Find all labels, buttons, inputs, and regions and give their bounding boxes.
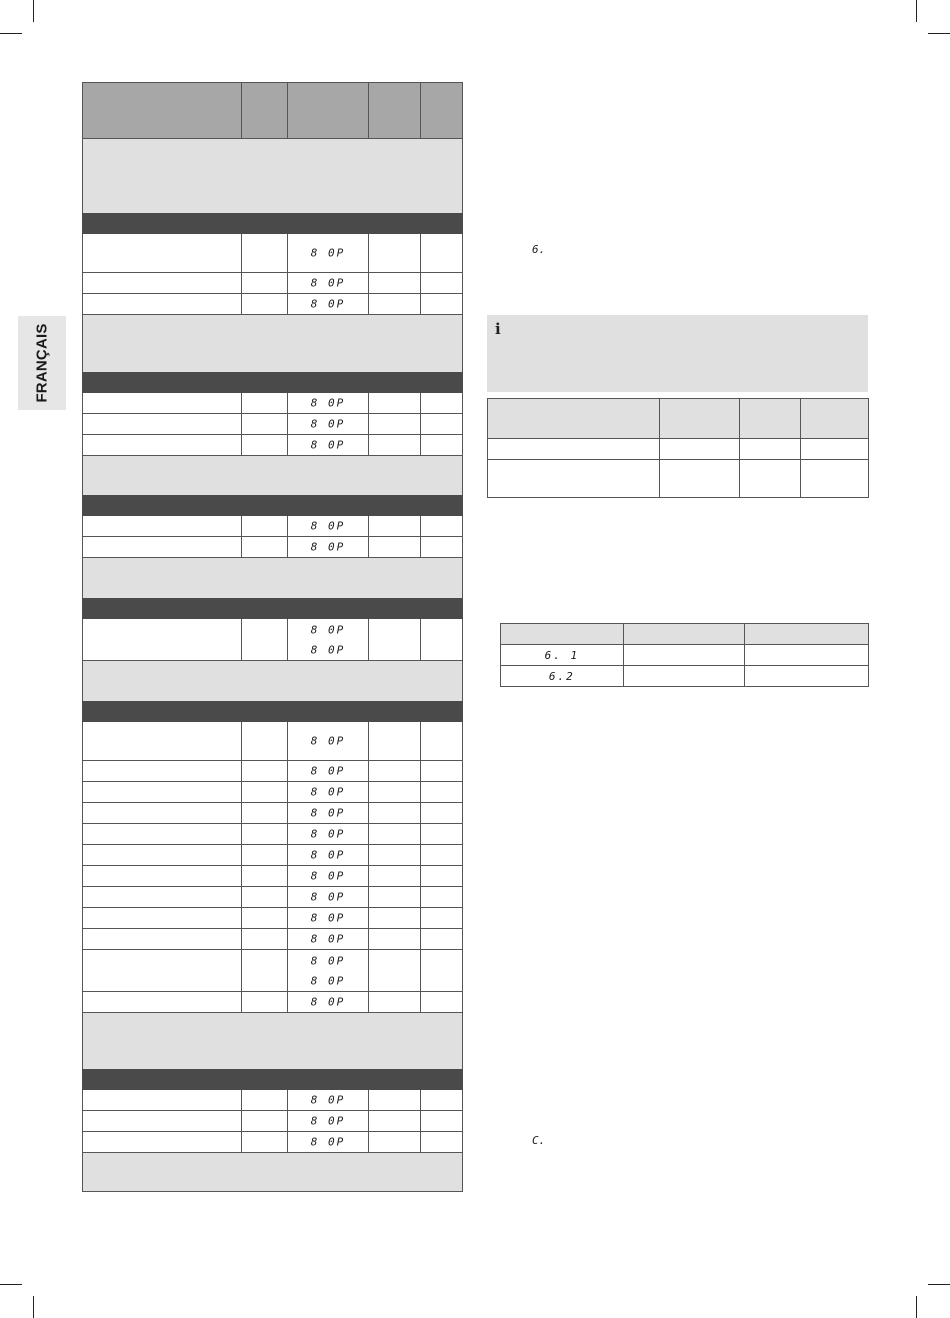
column-divider <box>420 1090 421 1110</box>
display-code-cell <box>288 1111 368 1131</box>
table-row <box>82 887 463 908</box>
column-divider <box>420 722 421 760</box>
display-code: 8 0P <box>310 540 346 554</box>
column-divider <box>368 992 369 1012</box>
table-row <box>82 782 463 803</box>
column-divider <box>368 1090 369 1110</box>
column-divider <box>368 435 369 455</box>
display-code-cell <box>288 537 368 557</box>
code-table <box>500 623 869 687</box>
display-code: 8 0P <box>310 995 346 1009</box>
display-code: 8 0P <box>310 276 346 290</box>
crop-mark <box>928 1284 950 1285</box>
column-divider <box>420 640 421 660</box>
display-code: 8 0P <box>310 974 346 988</box>
column-divider <box>420 414 421 434</box>
column-divider <box>368 1111 369 1131</box>
column-divider <box>241 722 242 760</box>
column-divider <box>241 761 242 781</box>
display-code: 8 0P <box>310 1093 346 1107</box>
language-tab <box>18 316 66 410</box>
display-code-cell <box>288 619 368 640</box>
column-divider <box>420 992 421 1012</box>
table-row <box>82 992 463 1013</box>
column-divider <box>368 393 369 413</box>
display-code-cell <box>288 887 368 907</box>
display-code-cell <box>288 273 368 293</box>
column-divider <box>420 537 421 557</box>
table-note-row <box>82 1153 463 1192</box>
column-divider <box>420 845 421 865</box>
display-code: 8 0P <box>310 417 346 431</box>
column-divider <box>368 824 369 844</box>
table-section-row <box>82 372 463 393</box>
column-divider <box>420 908 421 928</box>
column-divider <box>420 294 421 314</box>
column-divider <box>241 516 242 536</box>
column-divider <box>241 414 242 434</box>
column-divider <box>368 761 369 781</box>
column-divider <box>241 1090 242 1110</box>
display-code: 8 0P <box>310 827 346 841</box>
table-section-row <box>82 598 463 619</box>
info-icon: i <box>495 320 501 338</box>
table-row <box>82 414 463 435</box>
table-row <box>82 273 463 294</box>
column-divider <box>368 234 369 272</box>
display-code-cell <box>288 845 368 865</box>
column-divider <box>241 83 242 138</box>
table-row <box>82 722 463 761</box>
column-divider <box>368 537 369 557</box>
crop-mark <box>33 0 34 22</box>
display-code-cell <box>288 782 368 802</box>
display-code-cell <box>288 950 368 971</box>
column-divider <box>368 1132 369 1152</box>
column-divider <box>368 273 369 293</box>
table-row <box>82 537 463 558</box>
table-row <box>82 845 463 866</box>
display-code-glyph: C. <box>532 1134 546 1147</box>
table-row <box>82 393 463 414</box>
column-divider <box>241 908 242 928</box>
table-row <box>82 761 463 782</box>
column-divider <box>241 294 242 314</box>
display-code: 8 0P <box>310 1135 346 1149</box>
display-code-cell <box>288 414 368 434</box>
table-note-row <box>82 139 463 213</box>
display-code: 8 0P <box>310 1114 346 1128</box>
table-row <box>488 439 869 460</box>
table-section-row <box>82 495 463 516</box>
info-box <box>487 315 868 392</box>
display-code-cell <box>288 992 368 1012</box>
column-divider <box>420 761 421 781</box>
column-divider <box>241 950 242 971</box>
display-code: 8 0P <box>310 396 346 410</box>
table-header-row <box>488 399 869 439</box>
display-code: 8 0P <box>310 734 346 748</box>
column-divider <box>420 887 421 907</box>
display-code-cell <box>288 516 368 536</box>
display-code: 8 0P <box>310 785 346 799</box>
column-divider <box>420 1132 421 1152</box>
display-code-cell <box>288 234 368 272</box>
display-code-cell <box>288 1132 368 1152</box>
column-divider <box>241 234 242 272</box>
column-divider <box>368 619 369 640</box>
column-divider <box>368 845 369 865</box>
display-code: 8 0P <box>310 623 346 636</box>
column-divider <box>420 803 421 823</box>
column-divider <box>420 83 421 138</box>
column-divider <box>420 824 421 844</box>
table-note-row <box>82 315 463 372</box>
crop-mark <box>916 0 917 22</box>
table-header-row <box>82 82 463 139</box>
display-code-cell <box>288 929 368 949</box>
table-note-row <box>82 661 463 701</box>
column-divider <box>368 929 369 949</box>
column-divider <box>368 83 369 138</box>
display-code-cell <box>288 722 368 760</box>
display-code: 8 0P <box>310 932 346 946</box>
table-section-row <box>82 701 463 722</box>
column-divider <box>241 273 242 293</box>
display-code-glyph: 6. <box>532 243 546 256</box>
display-code-cell <box>288 435 368 455</box>
table-row <box>501 645 869 666</box>
table-row <box>82 1132 463 1153</box>
language-label: FRANÇAIS <box>33 323 51 403</box>
column-divider <box>241 435 242 455</box>
column-divider <box>420 393 421 413</box>
table-row <box>82 435 463 456</box>
table-row <box>82 1090 463 1111</box>
display-code: 8 0P <box>310 954 346 967</box>
table-row <box>82 866 463 887</box>
column-divider <box>368 803 369 823</box>
display-code-cell <box>288 640 368 660</box>
crop-mark <box>33 1296 34 1318</box>
column-divider <box>420 782 421 802</box>
column-divider <box>420 950 421 971</box>
column-divider <box>420 866 421 886</box>
column-divider <box>241 845 242 865</box>
table-section-row <box>82 213 463 234</box>
display-code-cell <box>288 908 368 928</box>
column-divider <box>368 722 369 760</box>
display-code-cell <box>288 866 368 886</box>
column-divider <box>368 782 369 802</box>
column-divider <box>241 887 242 907</box>
table-row <box>488 460 869 498</box>
display-code-cell <box>288 824 368 844</box>
column-divider <box>241 782 242 802</box>
display-code: 8 0P <box>310 848 346 862</box>
table-row <box>501 666 869 687</box>
program-table <box>82 82 463 1192</box>
column-divider <box>241 1132 242 1152</box>
display-code: 8 0P <box>310 890 346 904</box>
info-table <box>487 398 869 498</box>
table-section-row <box>82 1069 463 1090</box>
table-row <box>82 908 463 929</box>
column-divider <box>241 393 242 413</box>
display-code: 8 0P <box>310 438 346 452</box>
table-header-row <box>501 624 869 645</box>
column-divider <box>368 294 369 314</box>
display-code: 8 0P <box>310 519 346 533</box>
display-code: 8 0P <box>310 297 346 311</box>
table-row <box>82 971 463 992</box>
column-divider <box>241 803 242 823</box>
column-divider <box>368 640 369 660</box>
display-code-cell <box>288 803 368 823</box>
column-divider <box>420 929 421 949</box>
column-divider <box>241 1111 242 1131</box>
column-divider <box>241 992 242 1012</box>
column-divider <box>368 950 369 971</box>
column-divider <box>420 234 421 272</box>
display-code-cell <box>288 393 368 413</box>
display-code: 8 0P <box>310 246 346 260</box>
crop-mark <box>916 1296 917 1318</box>
table-row <box>82 516 463 537</box>
display-code: 8 0P <box>310 643 346 657</box>
display-code: 6. 1 <box>501 645 624 666</box>
column-divider <box>241 971 242 991</box>
table-row <box>82 234 463 273</box>
column-divider <box>420 435 421 455</box>
table-row <box>82 824 463 845</box>
display-code-cell <box>288 1090 368 1110</box>
table-note-row <box>82 1013 463 1069</box>
table-row <box>82 1111 463 1132</box>
column-divider <box>241 640 242 660</box>
display-code: 8 0P <box>310 806 346 820</box>
crop-mark <box>928 33 950 34</box>
column-divider <box>368 887 369 907</box>
column-divider <box>368 971 369 991</box>
column-divider <box>368 866 369 886</box>
column-divider <box>420 971 421 991</box>
crop-mark <box>0 1284 22 1285</box>
column-divider <box>287 83 288 138</box>
column-divider <box>241 619 242 640</box>
column-divider <box>420 273 421 293</box>
column-divider <box>420 1111 421 1131</box>
column-divider <box>241 824 242 844</box>
crop-mark <box>0 33 22 34</box>
display-code-cell <box>288 971 368 991</box>
table-row <box>82 294 463 315</box>
column-divider <box>241 929 242 949</box>
table-note-row <box>82 558 463 598</box>
column-divider <box>368 908 369 928</box>
column-divider <box>241 866 242 886</box>
display-code: 8 0P <box>310 869 346 883</box>
table-row <box>82 950 463 971</box>
display-code: 6.2 <box>501 666 624 687</box>
display-code-cell <box>288 294 368 314</box>
table-row <box>82 640 463 661</box>
column-divider <box>368 414 369 434</box>
display-code: 8 0P <box>310 764 346 778</box>
column-divider <box>420 619 421 640</box>
table-row <box>82 929 463 950</box>
column-divider <box>368 516 369 536</box>
table-note-row <box>82 456 463 495</box>
display-code: 8 0P <box>310 911 346 925</box>
table-row <box>82 619 463 640</box>
display-code-cell <box>288 761 368 781</box>
column-divider <box>241 537 242 557</box>
column-divider <box>420 516 421 536</box>
table-row <box>82 803 463 824</box>
